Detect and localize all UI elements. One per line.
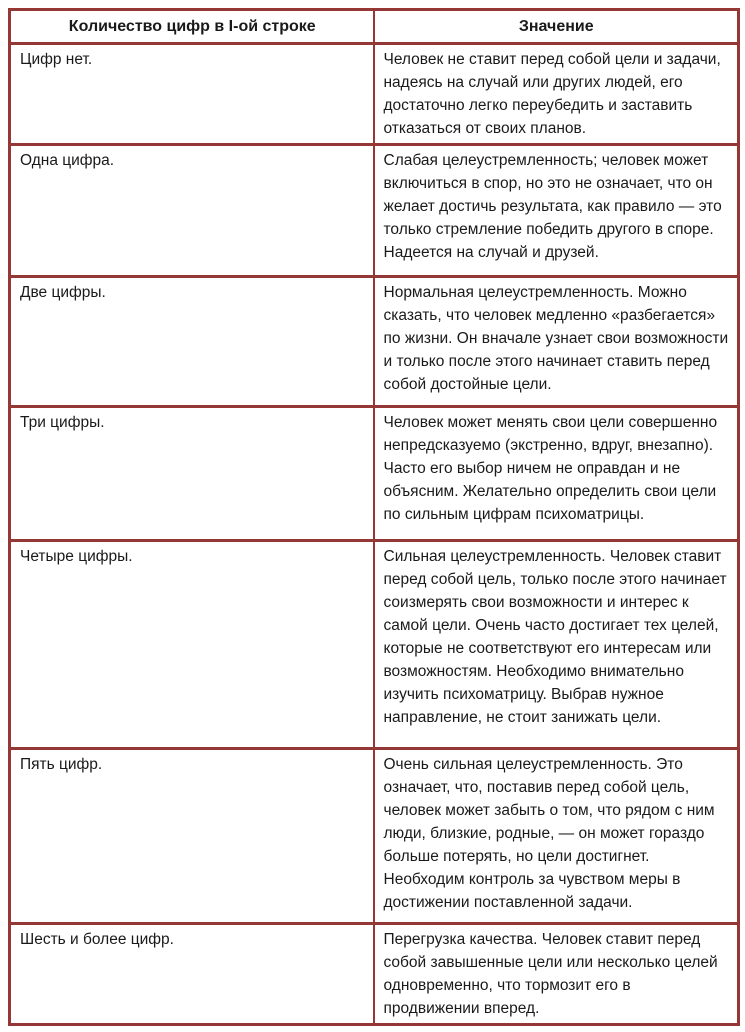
meaning-cell: Человек может менять свои цели совершенно непредсказуемо (экстренно, вдруг, внезапно). Часто его выбор ничем не оправдан и не объясним. Желательно определить свои цели по сильным цифрам психоматрицы. bbox=[374, 407, 739, 541]
header-digit-count: Количество цифр в I-ой строке bbox=[10, 10, 374, 44]
digit-count-cell: Пять цифр. bbox=[10, 749, 374, 924]
digits-meaning-table bbox=[8, 8, 740, 1026]
digit-count-cell: Одна цифра. bbox=[10, 145, 374, 277]
header-meaning: Значение bbox=[374, 10, 739, 44]
table-row bbox=[10, 44, 739, 145]
meaning-cell: Очень сильная целеустремленность. Это означает, что, поставив перед собой цель, человек может забыть о том, что рядом с ним люди, близкие, родные, — он может гораздо больше потерять, но цели достигнет. Необходим контроль за чувством меры в достижении поставленной задачи. bbox=[374, 749, 739, 924]
meaning-cell: Перегрузка качества. Человек ставит перед собой завышенные цели или несколько целей одновременно, что тормозит его в продвижении вперед. bbox=[374, 924, 739, 1025]
meaning-cell: Человек не ставит перед собой цели и задачи, надеясь на случай или других людей, его достаточно легко переубедить и заставить отказаться от своих планов. bbox=[374, 44, 739, 145]
table-row bbox=[10, 541, 739, 749]
digit-count-cell: Три цифры. bbox=[10, 407, 374, 541]
table-row bbox=[10, 924, 739, 1025]
table-header-row bbox=[10, 10, 739, 44]
digit-count-cell: Шесть и более цифр. bbox=[10, 924, 374, 1025]
meaning-cell: Нормальная целеустремленность. Можно сказать, что человек медленно «разбегается» по жизни. Он вначале узнает свои возможности и только после этого начинает ставить перед собой достойные цели. bbox=[374, 277, 739, 407]
table-row bbox=[10, 277, 739, 407]
meaning-cell: Слабая целеустремленность; человек может включиться в спор, но это не означает, что он желает достичь результата, как правило — это только стремление победить другого в споре. Надеется на случай и друзей. bbox=[374, 145, 739, 277]
digit-count-cell: Две цифры. bbox=[10, 277, 374, 407]
table-row bbox=[10, 145, 739, 277]
table-row bbox=[10, 407, 739, 541]
meaning-cell: Сильная целеустремленность. Человек ставит перед собой цель, только после этого начинает соизмерять свои возможности и интерес к самой цели. Очень часто достигает тех целей, которые не соответствуют его интересам или возможностям. Необходимо внимательно изучить психоматрицу. Выбрав нужное направление, не стоит занижать цели. bbox=[374, 541, 739, 749]
table-row bbox=[10, 749, 739, 924]
digit-count-cell: Цифр нет. bbox=[10, 44, 374, 145]
digit-count-cell: Четыре цифры. bbox=[10, 541, 374, 749]
